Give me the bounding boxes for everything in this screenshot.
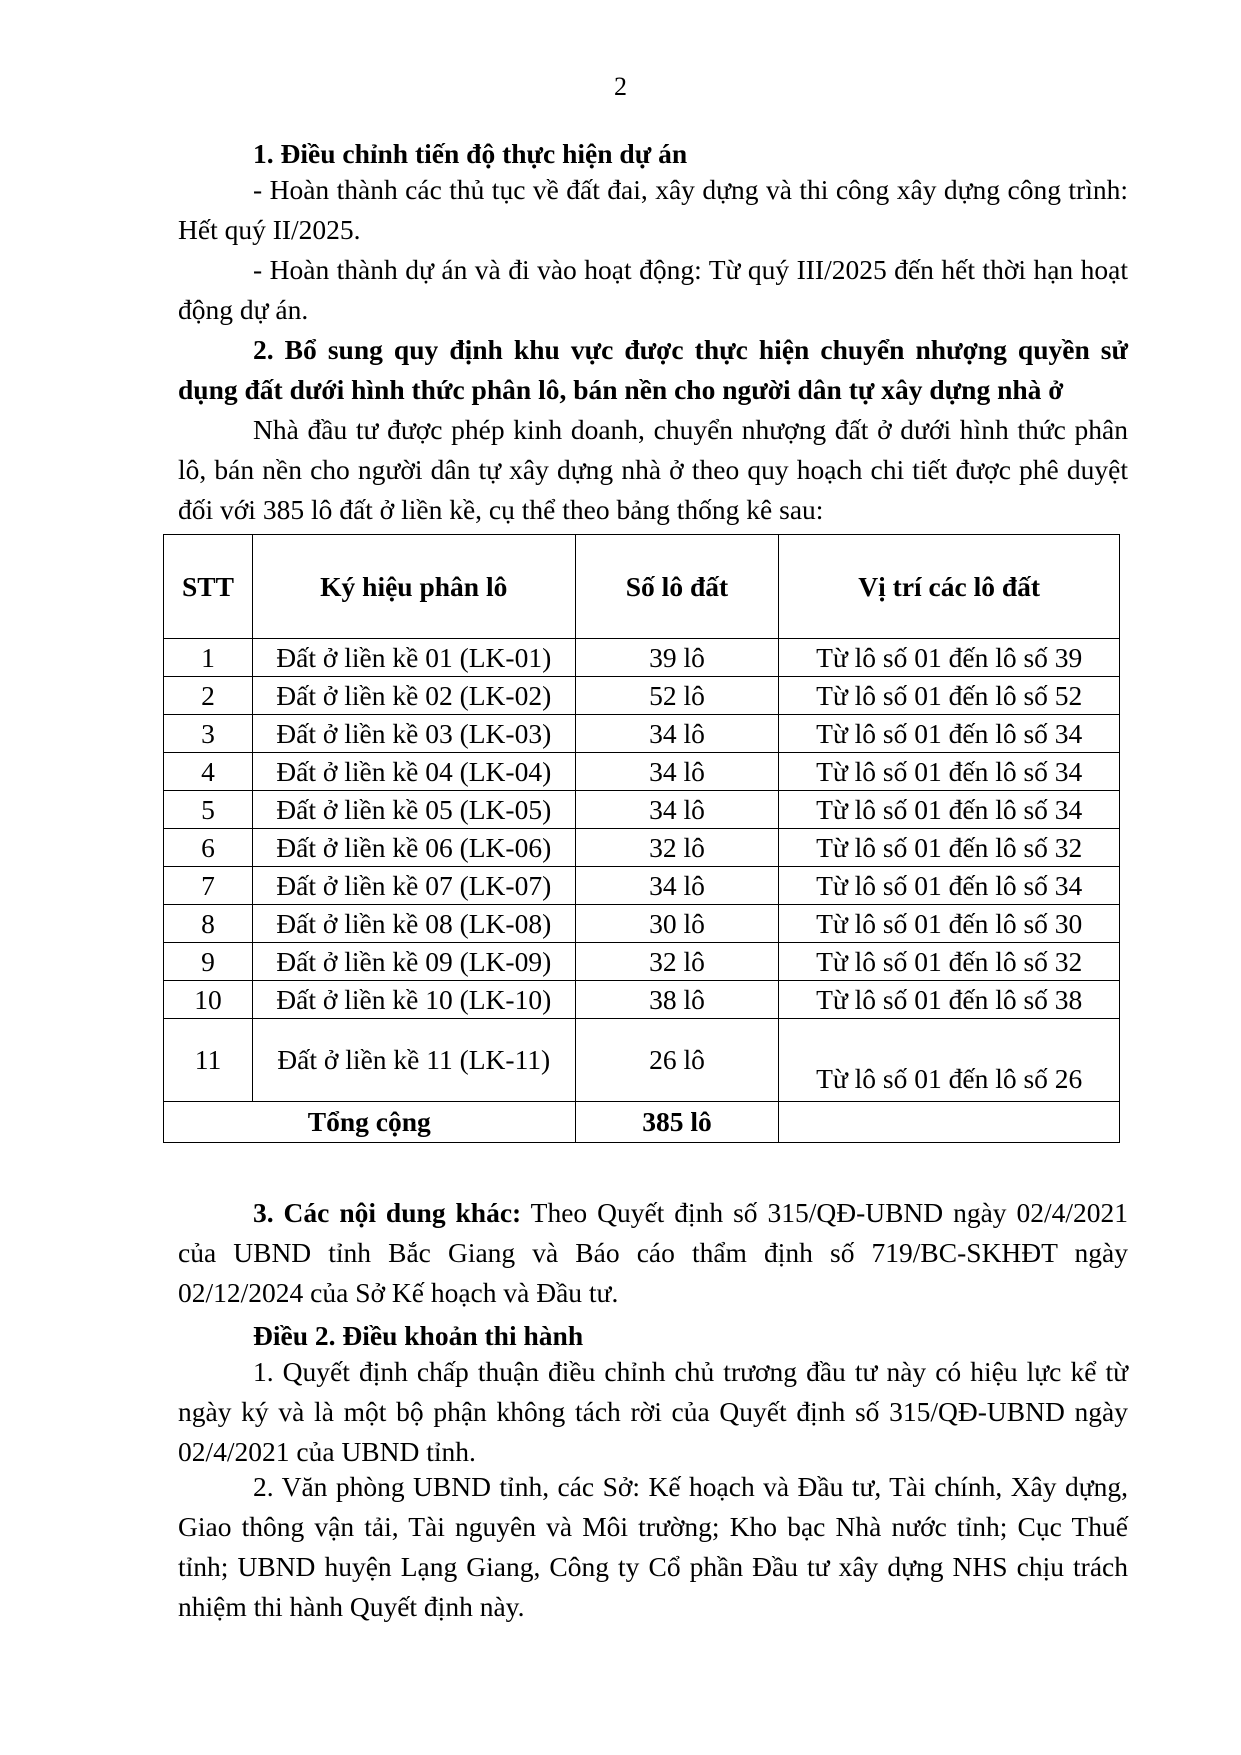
section2-paragraph: Nhà đầu tư được phép kinh doanh, chuyển nhượng đất ở dưới hình thức phân lô, bán nền cho người dân tự xây dựng nhà ở theo quy hoạch chi tiết được phê duyệt đối với 385 lô đất ở liền kề, cụ thể theo bảng thống kê sau: (178, 414, 1128, 525)
cell-lot-count: 32 lô (575, 943, 779, 981)
cell-lot-count: 30 lô (575, 905, 779, 943)
table-row (164, 715, 1120, 753)
cell-lot-code: Đất ở liền kề 08 (LK-08) (252, 905, 575, 943)
cell-lot-count: 32 lô (575, 829, 779, 867)
section3-text: Theo Quyết định số 315/QĐ-UBND ngày 02/4/2021 của UBND tỉnh Bắc Giang và Báo cáo thẩm định số 719/BC-SKHĐT ngày 02/12/2024 của Sở Kế hoạch và Đầu tư. (178, 1197, 1129, 1308)
cell-stt: 7 (164, 867, 253, 905)
table-row (164, 639, 1120, 677)
table-row (164, 829, 1120, 867)
table-row (164, 1019, 1120, 1102)
cell-stt: 11 (164, 1019, 253, 1102)
cell-lot-count: 34 lô (575, 791, 779, 829)
total-value: 385 lô (575, 1102, 779, 1143)
header-lot-count: Số lô đất (575, 535, 779, 639)
cell-stt: 8 (164, 905, 253, 943)
cell-lot-count: 26 lô (575, 1019, 779, 1102)
table-row (164, 905, 1120, 943)
cell-lot-position: Từ lô số 01 đến lô số 38 (779, 981, 1120, 1019)
total-empty-cell (779, 1102, 1120, 1143)
cell-lot-position: Từ lô số 01 đến lô số 52 (779, 677, 1120, 715)
header-lot-code: Ký hiệu phân lô (252, 535, 575, 639)
cell-lot-position: Từ lô số 01 đến lô số 32 (779, 943, 1120, 981)
cell-lot-position: Từ lô số 01 đến lô số 34 (779, 715, 1120, 753)
section2-heading: 2. Bổ sung quy định khu vực được thực hiện chuyển nhượng quyền sử dụng đất dưới hình thức phân lô, bán nền cho người dân tự xây dựng nhà ở (178, 334, 1128, 405)
table-row (164, 943, 1120, 981)
table-header-row (164, 535, 1120, 639)
section1-heading: 1. Điều chỉnh tiến độ thực hiện dự án (253, 138, 688, 169)
cell-lot-count: 52 lô (575, 677, 779, 715)
table-row (164, 791, 1120, 829)
cell-stt: 4 (164, 753, 253, 791)
cell-stt: 2 (164, 677, 253, 715)
cell-lot-position: Từ lô số 01 đến lô số 26 (779, 1019, 1120, 1102)
article2-item1: 1. Quyết định chấp thuận điều chỉnh chủ trương đầu tư này có hiệu lực kể từ ngày ký và là một bộ phận không tách rời của Quyết định số 315/QĐ-UBND ngày 02/4/2021 của UBND tỉnh. (178, 1356, 1128, 1467)
cell-lot-code: Đất ở liền kề 10 (LK-10) (252, 981, 575, 1019)
cell-lot-code: Đất ở liền kề 02 (LK-02) (252, 677, 575, 715)
cell-lot-code: Đất ở liền kề 06 (LK-06) (252, 829, 575, 867)
cell-lot-code: Đất ở liền kề 09 (LK-09) (252, 943, 575, 981)
section3-paragraph (178, 1193, 1128, 1313)
table-row (164, 677, 1120, 715)
cell-stt: 6 (164, 829, 253, 867)
cell-stt: 5 (164, 791, 253, 829)
cell-lot-code: Đất ở liền kề 07 (LK-07) (252, 867, 575, 905)
cell-lot-code: Đất ở liền kề 01 (LK-01) (252, 639, 575, 677)
cell-lot-position: Từ lô số 01 đến lô số 34 (779, 791, 1120, 829)
section1-item1: - Hoàn thành các thủ tục về đất đai, xây dựng và thi công xây dựng công trình: Hết quý II/2025. (178, 174, 1128, 245)
cell-stt: 10 (164, 981, 253, 1019)
table-row (164, 981, 1120, 1019)
header-lot-position: Vị trí các lô đất (779, 535, 1120, 639)
page-number: 2 (614, 72, 627, 101)
cell-lot-count: 39 lô (575, 639, 779, 677)
land-lot-table (163, 534, 1120, 1143)
cell-lot-position: Từ lô số 01 đến lô số 32 (779, 829, 1120, 867)
cell-lot-count: 34 lô (575, 753, 779, 791)
cell-stt: 1 (164, 639, 253, 677)
table-row (164, 867, 1120, 905)
cell-lot-count: 34 lô (575, 867, 779, 905)
cell-lot-code: Đất ở liền kề 11 (LK-11) (252, 1019, 575, 1102)
cell-lot-code: Đất ở liền kề 03 (LK-03) (252, 715, 575, 753)
header-stt: STT (164, 535, 253, 639)
article2-item2: 2. Văn phòng UBND tỉnh, các Sở: Kế hoạch và Đầu tư, Tài chính, Xây dựng, Giao thông vận tải, Tài nguyên và Môi trường; Kho bạc Nhà nước tỉnh; Cục Thuế tỉnh; UBND huyện Lạng Giang, Công ty Cổ phần Đầu tư xây dựng NHS chịu trách nhiệm thi hành Quyết định này. (178, 1471, 1128, 1622)
cell-lot-position: Từ lô số 01 đến lô số 34 (779, 753, 1120, 791)
cell-stt: 9 (164, 943, 253, 981)
cell-stt: 3 (164, 715, 253, 753)
cell-lot-count: 34 lô (575, 715, 779, 753)
table-row (164, 753, 1120, 791)
section1-item2: - Hoàn thành dự án và đi vào hoạt động: Từ quý III/2025 đến hết thời hạn hoạt động dự án. (178, 254, 1128, 325)
table-total-row (164, 1102, 1120, 1143)
cell-lot-position: Từ lô số 01 đến lô số 39 (779, 639, 1120, 677)
article2-heading: Điều 2. Điều khoản thi hành (253, 1320, 584, 1351)
cell-lot-position: Từ lô số 01 đến lô số 30 (779, 905, 1120, 943)
section3-heading: 3. Các nội dung khác: (253, 1197, 522, 1228)
total-label: Tổng cộng (164, 1102, 576, 1143)
cell-lot-position: Từ lô số 01 đến lô số 34 (779, 867, 1120, 905)
cell-lot-count: 38 lô (575, 981, 779, 1019)
cell-lot-code: Đất ở liền kề 05 (LK-05) (252, 791, 575, 829)
cell-lot-code: Đất ở liền kề 04 (LK-04) (252, 753, 575, 791)
